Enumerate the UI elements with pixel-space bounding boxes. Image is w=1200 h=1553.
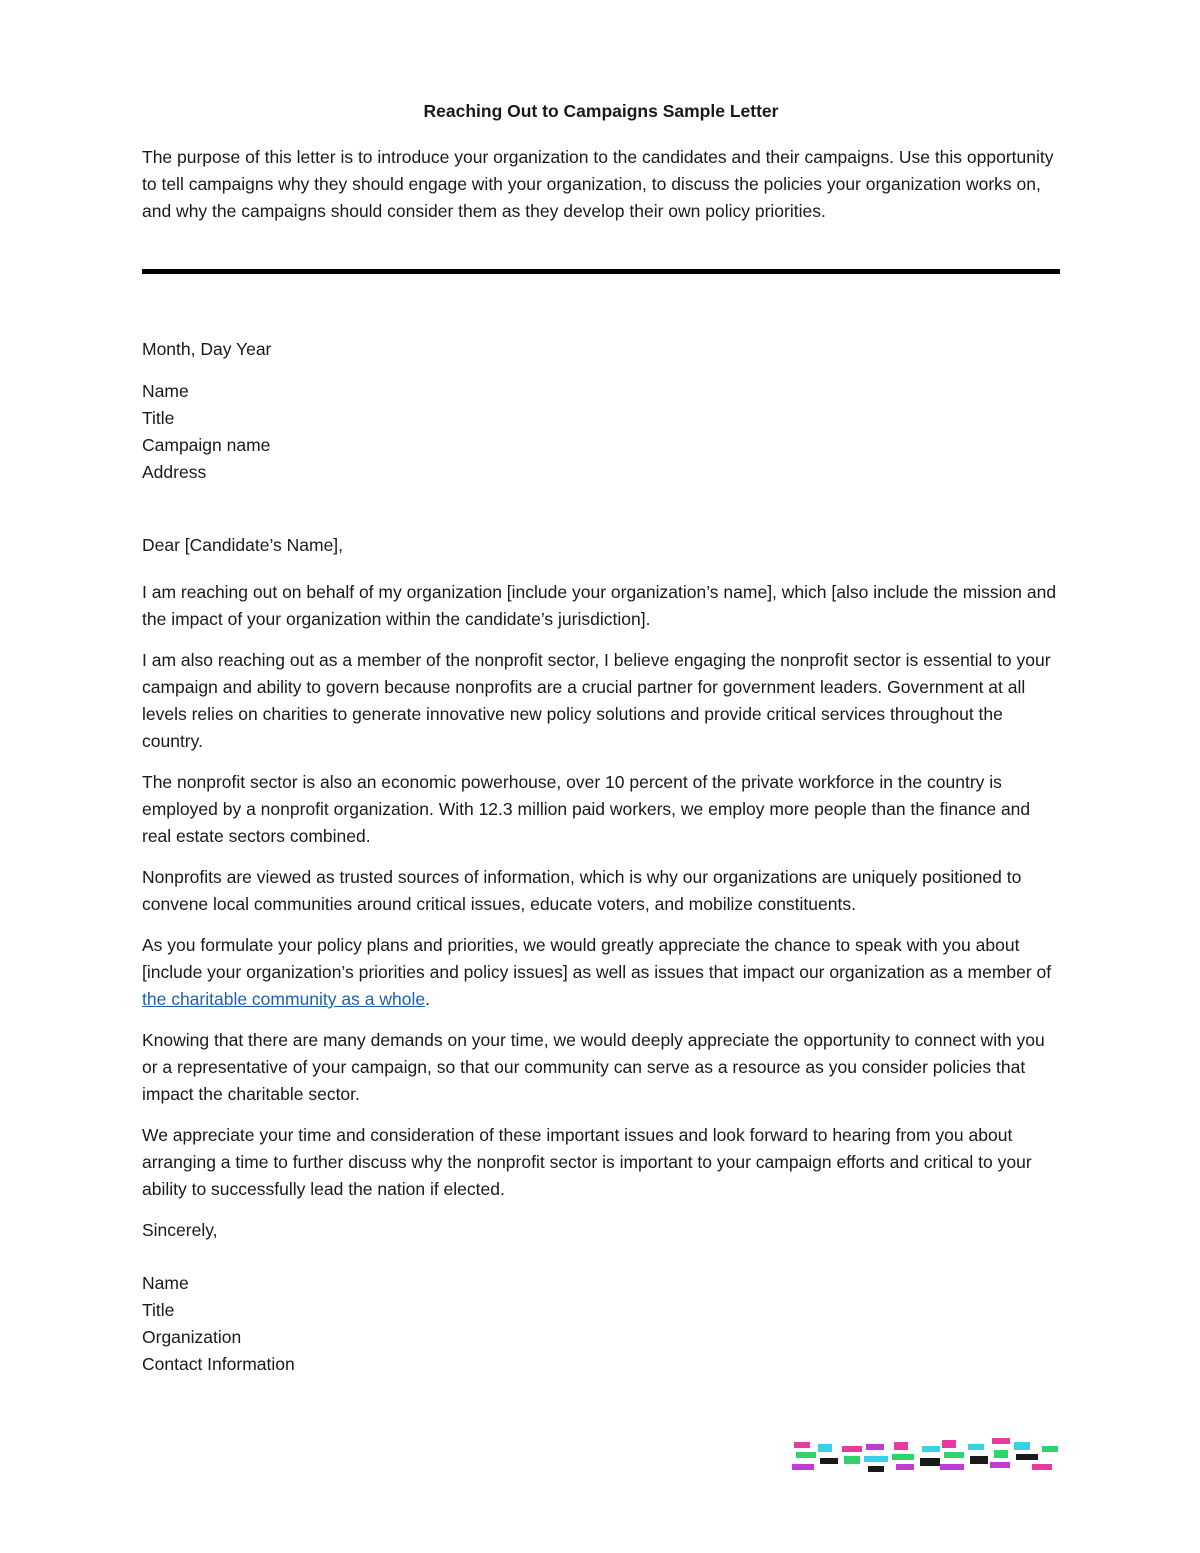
body-paragraph: I am reaching out on behalf of my organization [include your organization’s name], which [also include the mission and the impact of your organization within the candidate’s jurisdiction]. bbox=[142, 582, 1057, 629]
intro-paragraph: The purpose of this letter is to introduce your organization to the candidates and their campaigns. Use this opportunity to tell campaigns why they should engage with your organization, to discuss the policies your organization works on, and why the campaigns should consider them as they develop their own policy priorities. bbox=[142, 147, 1054, 221]
body-paragraph: We appreciate your time and consideration of these important issues and look forward to hearing from you about arranging a time to further discuss why the nonprofit sector is important to your campaign efforts and critical to your ability to successfully lead the nation if elected. bbox=[142, 1125, 1032, 1199]
charitable-community-link[interactable]: the charitable community as a whole bbox=[142, 989, 426, 1009]
signature-name: Name bbox=[142, 1273, 189, 1293]
recipient-address: Address bbox=[142, 462, 207, 482]
link-paragraph-before: As you formulate your policy plans and priorities, we would greatly appreciate the chance to speak with you about [include your organization’s priorities and policy issues] as well as issues that impact our organization as a member of bbox=[142, 935, 1052, 982]
document-title: Reaching Out to Campaigns Sample Letter bbox=[423, 101, 779, 121]
closing: Sincerely, bbox=[142, 1220, 218, 1240]
letter-content bbox=[142, 98, 1060, 1393]
recipient-block bbox=[142, 378, 1060, 486]
salutation: Dear [Candidate’s Name], bbox=[142, 535, 344, 555]
recipient-campaign: Campaign name bbox=[142, 435, 271, 455]
body-paragraph: I am also reaching out as a member of the nonprofit sector, I believe engaging the nonprofit sector is essential to your campaign and ability to govern because nonprofits are a crucial partner for government leaders. Government at all levels relies on charities to generate innovative new policy solutions and provide critical services throughout the country. bbox=[142, 650, 1051, 751]
recipient-name: Name bbox=[142, 381, 189, 401]
signature-organization: Organization bbox=[142, 1327, 242, 1347]
signature-contact: Contact Information bbox=[142, 1354, 295, 1374]
letter-date: Month, Day Year bbox=[142, 339, 272, 359]
link-paragraph-after: . bbox=[425, 989, 430, 1009]
recipient-title: Title bbox=[142, 408, 175, 428]
body-paragraph: Knowing that there are many demands on your time, we would deeply appreciate the opportunity to connect with you or a representative of your campaign, so that our community can serve as a resource as you consider policies that impact the charitable sector. bbox=[142, 1030, 1045, 1104]
organization-logo-icon bbox=[792, 1434, 1060, 1482]
body-paragraph-with-link bbox=[142, 932, 1060, 1013]
horizontal-rule bbox=[142, 269, 1060, 274]
body-paragraph: Nonprofits are viewed as trusted sources of information, which is why our organizations are uniquely positioned to convene local communities around critical issues, educate voters, and mobilize constituents. bbox=[142, 867, 1022, 914]
signature-title: Title bbox=[142, 1300, 175, 1320]
signature-block bbox=[142, 1270, 1060, 1378]
body-paragraph: The nonprofit sector is also an economic powerhouse, over 10 percent of the private workforce in the country is employed by a nonprofit organization. With 12.3 million paid workers, we employ more people than the finance and real estate sectors combined. bbox=[142, 772, 1031, 846]
